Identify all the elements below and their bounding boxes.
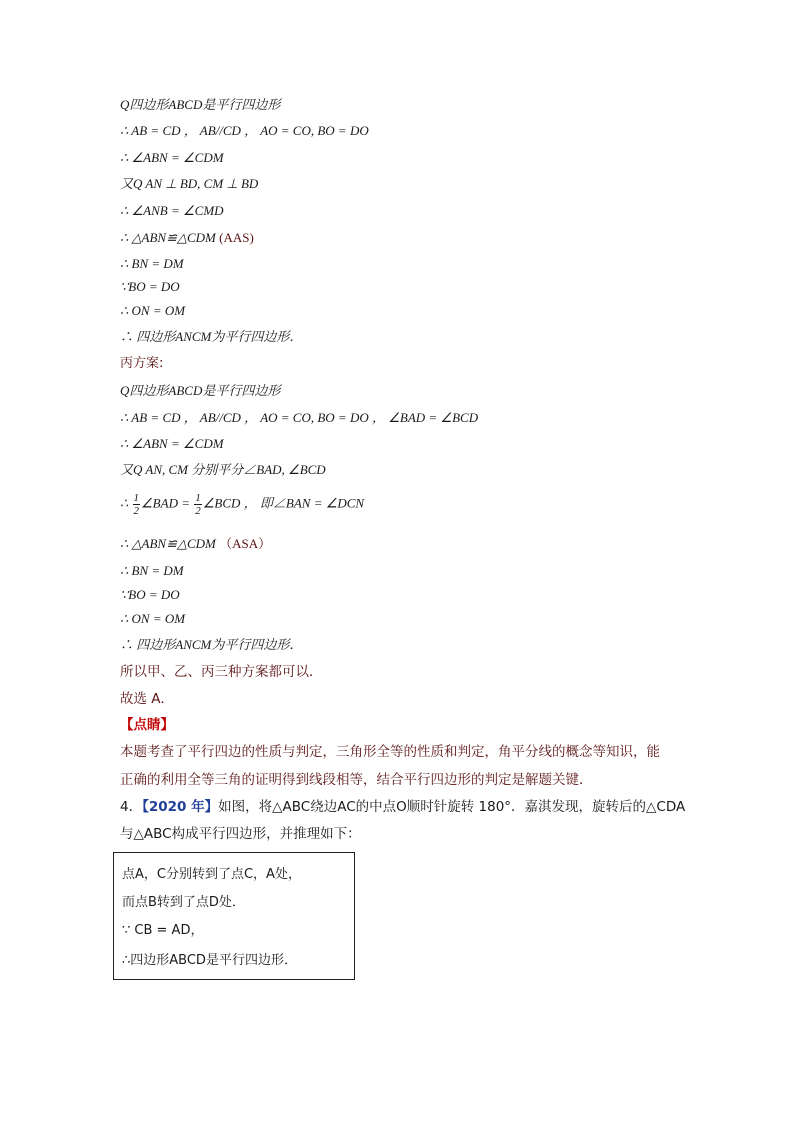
proof-a-line-5: ∴ ∠ANB = ∠CMD — [120, 203, 224, 218]
proof-b-line-2: ∴ AB = CD ， AB//CD ， AO = CO, BO = DO ， ∠BAD = ∠BCD — [120, 410, 479, 425]
proof-b-line-8: ∵BO = DO — [120, 587, 180, 602]
proof-a-line-4: 又Q AN ⊥ BD, CM ⊥ BD — [120, 176, 259, 191]
fraction-numerator: 1 — [195, 492, 201, 504]
fraction-denominator: 2 — [195, 505, 201, 517]
proof-a-line-9: ∴ ON = OM — [120, 303, 186, 318]
conclusion-line: 所以甲、乙、丙三种方案都可以． — [120, 664, 323, 680]
proof-a-reason: (AAS) — [219, 230, 254, 245]
proof-a-line-3: ∴ ∠ABN = ∠CDM — [120, 150, 224, 165]
proof-b-line-6 — [120, 535, 271, 553]
reasoning-box — [113, 852, 355, 980]
insight-paragraph — [120, 738, 680, 794]
proof-a-congruence: ∴ △ABN≌△CDM — [120, 230, 220, 245]
fraction-half-2 — [194, 492, 202, 517]
proof-a-line-1: Q四边形ABCD是平行四边形 — [120, 97, 281, 112]
proof-a-line-10: ∴ 四边形ANCM为平行四边形． — [120, 329, 303, 344]
proof-b-line-4: 又Q AN, CM 分别平分∠BAD, ∠BCD — [120, 462, 326, 477]
insight-line-1: 本题考查了平行四边的性质与判定，三角形全等的性质和判定，角平分线的概念等知识，能 — [120, 744, 660, 760]
question-year-tag: 【2020 年】 — [142, 799, 219, 815]
proof-a-line-2: ∴ AB = CD ， AB//CD ， AO = CO, BO = DO — [120, 123, 369, 138]
insight-line-2: 正确的利用全等三角的证明得到线段相等，结合平行四边形的判定是解题关键． — [120, 772, 593, 788]
insight-tag: 【点睛】 — [120, 717, 174, 733]
proof-b-line-7: ∴ BN = DM — [120, 563, 184, 578]
proof-b-line-5 — [120, 492, 364, 517]
fraction-half-1 — [133, 492, 141, 517]
question-number: 4． — [120, 799, 143, 815]
answer-line: 故选 A． — [120, 691, 175, 707]
question-text-1: 如图，将△ABC绕边AC的中点O顺时针旋转 180°．嘉淇发现，旋转后的△CDA — [218, 799, 686, 815]
question-4-line-1 — [120, 798, 685, 816]
box-line-1: 点A，C分别转到了点C，A处， — [122, 867, 301, 882]
therefore-symbol: ∴ — [120, 495, 129, 511]
box-line-4: ∴四边形ABCD是平行四边形． — [122, 953, 297, 968]
proof-b-heading: 丙方案: — [120, 356, 164, 371]
proof-b-reason: （ASA） — [219, 536, 272, 551]
proof-b-congruence: ∴ △ABN≌△CDM — [120, 536, 220, 551]
fraction-numerator: 1 — [133, 492, 140, 504]
proof-a-line-7: ∴ BN = DM — [120, 256, 184, 271]
box-line-2: 而点B转到了点D处． — [122, 895, 245, 910]
proof-b-line-1: Q四边形ABCD是平行四边形 — [120, 383, 281, 398]
fraction-denominator: 2 — [133, 505, 140, 517]
angle-bcd-conclusion: ∠BCD ， 即∠BAN = ∠DCN — [202, 495, 365, 511]
proof-b-line-3: ∴ ∠ABN = ∠CDM — [120, 436, 224, 451]
proof-b-line-10: ∴ 四边形ANCM为平行四边形． — [120, 637, 303, 652]
proof-b-line-9: ∴ ON = OM — [120, 611, 186, 626]
proof-a-line-8: ∵BO = DO — [120, 279, 180, 294]
question-4-line-2: 与△ABC构成平行四边形，并推理如下： — [120, 826, 361, 842]
proof-a-line-6 — [120, 229, 254, 247]
box-line-3: ∵ CB = AD， — [122, 923, 204, 938]
angle-bad: ∠BAD = — [141, 495, 190, 511]
